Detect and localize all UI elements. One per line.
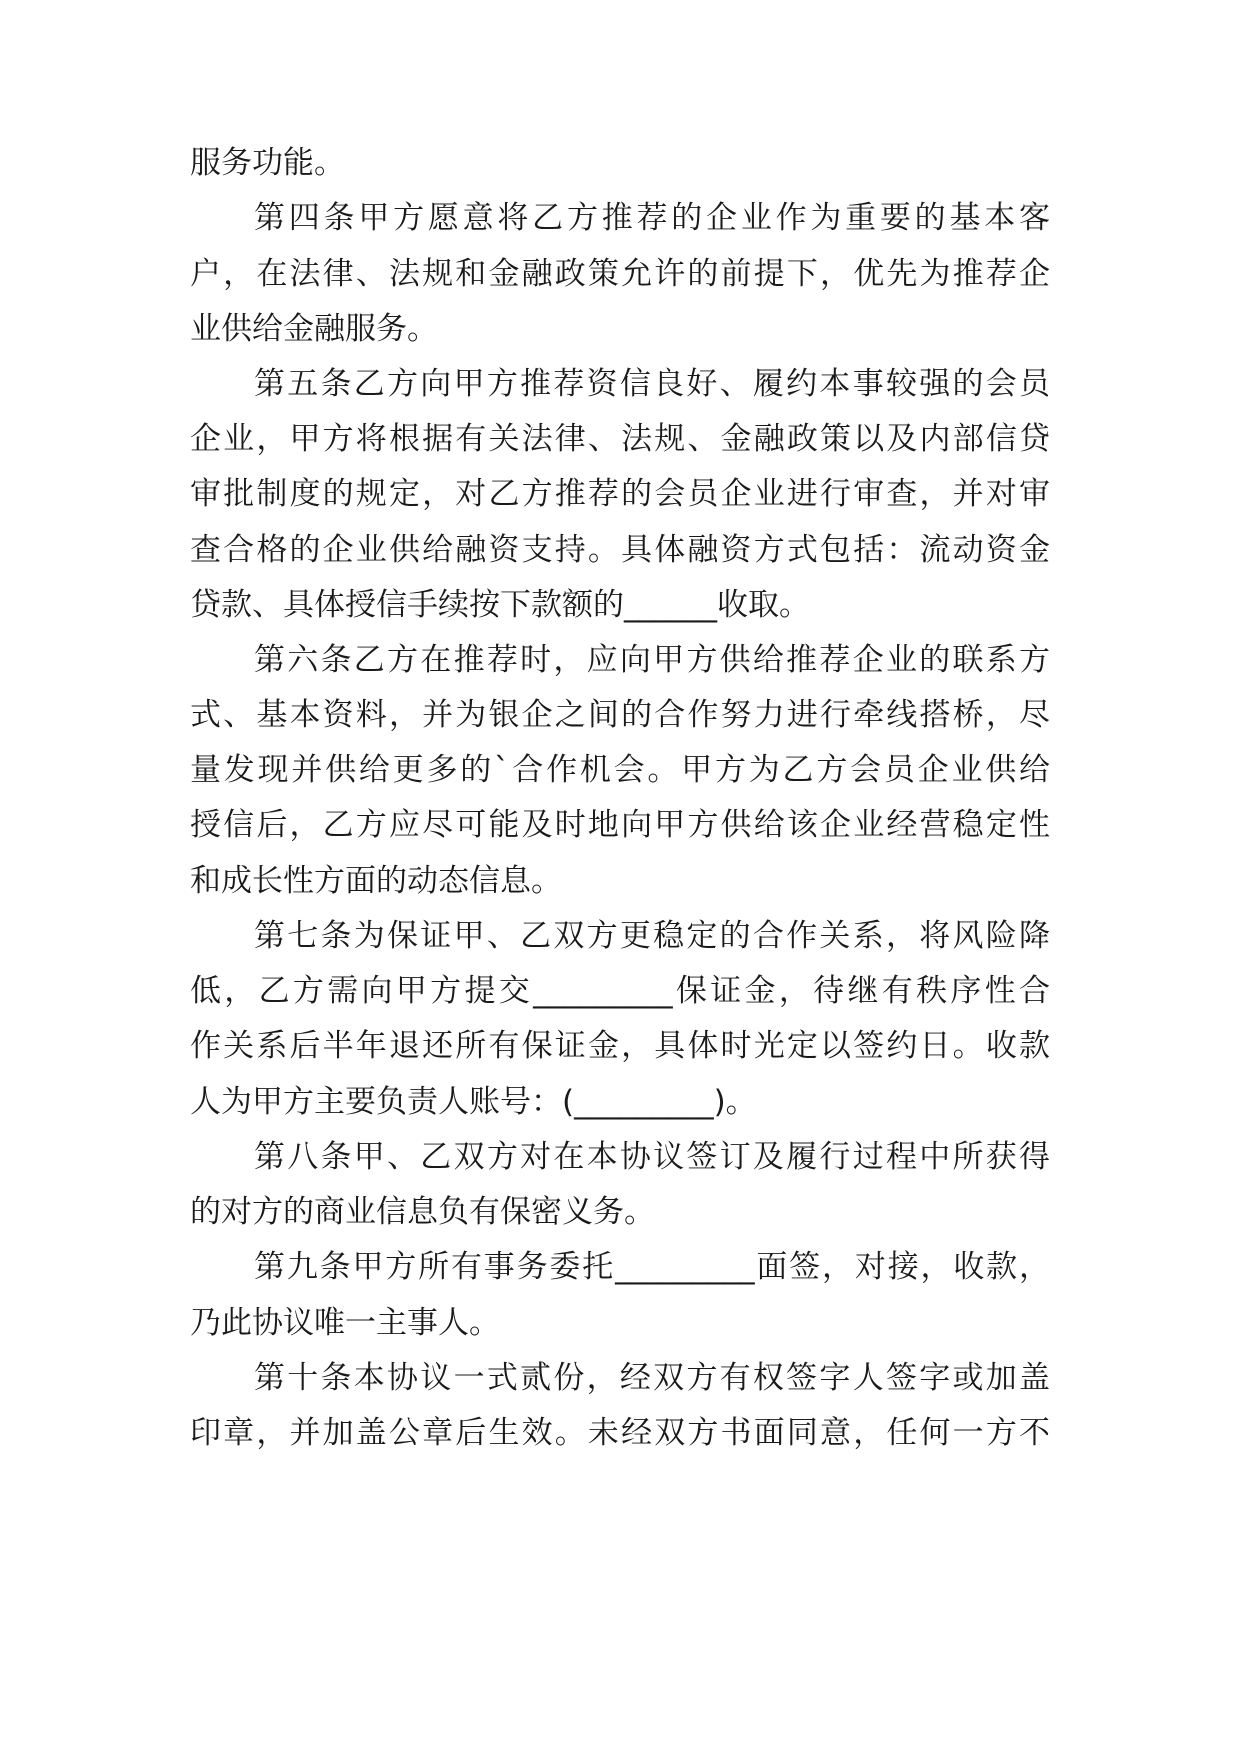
text-line: 第九条甲方所有事务委托_________面签，对接，收款， — [254, 1249, 1050, 1285]
text-line: 印章，并加盖公章后生效。未经双方书面同意，任何一方不 — [190, 1415, 1050, 1451]
text-line: 企业，甲方将根据有关法律、法规、金融政策以及内部信贷 — [190, 421, 1050, 457]
text-line: 低，乙方需向甲方提交_________保证金，待继有秩序性合 — [190, 973, 1050, 1009]
text-line: 服务功能。 — [190, 145, 345, 181]
text-line: 授信后，乙方应尽可能及时地向甲方供给该企业经营稳定性 — [190, 807, 1050, 843]
text-line: 审批制度的规定，对乙方推荐的会员企业进行审查，并对审 — [190, 476, 1050, 512]
text-line: 的对方的商业信息负有保密义务。 — [190, 1194, 655, 1230]
text-line: 业供给金融服务。 — [190, 311, 438, 347]
text-line: 人为甲方主要负责人账号：(_________)。 — [190, 1084, 757, 1120]
text-line: 第五条乙方向甲方推荐资信良好、履约本事较强的会员 — [254, 366, 1050, 402]
text-line: 第四条甲方愿意将乙方推荐的企业作为重要的基本客 — [254, 200, 1050, 236]
text-line: 乃此协议唯一主事人。 — [190, 1305, 500, 1341]
text-line: 户，在法律、法规和金融政策允许的前提下，优先为推荐企 — [190, 256, 1050, 292]
text-line: 贷款、具体授信手续按下款额的______收取。 — [190, 587, 810, 623]
text-line: 第六条乙方在推荐时，应向甲方供给推荐企业的联系方 — [254, 642, 1050, 678]
text-line: 第七条为保证甲、乙双方更稳定的合作关系，将风险降 — [254, 918, 1050, 954]
text-line: 和成长性方面的动态信息。 — [190, 863, 562, 899]
text-line: 第八条甲、乙双方对在本协议签订及履行过程中所获得 — [254, 1139, 1050, 1175]
text-line: 式、基本资料，并为银企之间的合作努力进行牵线搭桥，尽 — [190, 697, 1050, 733]
text-line: 查合格的企业供给融资支持。具体融资方式包括：流动资金 — [190, 532, 1050, 568]
text-line: 量发现并供给更多的`合作机会。甲方为乙方会员企业供给 — [190, 752, 1050, 788]
text-line: 第十条本协议一式贰份，经双方有权签字人签字或加盖 — [254, 1360, 1050, 1396]
text-line: 作关系后半年退还所有保证金，具体时光定以签约日。收款 — [190, 1028, 1050, 1064]
